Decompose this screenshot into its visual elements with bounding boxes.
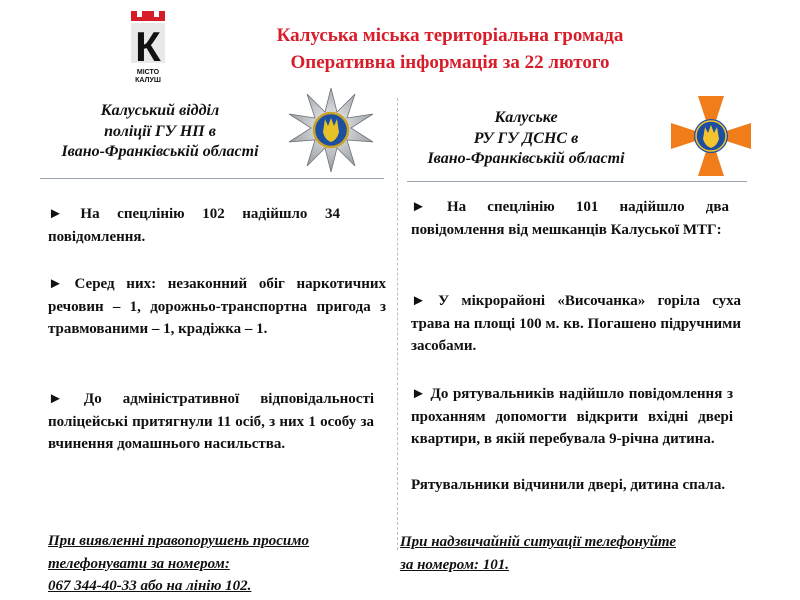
page-title <box>190 22 710 76</box>
dsns-item-3: ► До рятувальників надійшло повідомлення з проханням допомогти відкрити вхідні двері квартири, в якій перебувала 9-річна дитина. <box>411 386 733 448</box>
logo-caption-line1: МІСТО <box>136 69 160 76</box>
left-heading-divider <box>40 178 384 179</box>
police-footer-line-2: телефонувати за номером: <box>48 555 230 572</box>
dsns-heading-line-3: Івано-Франківській області <box>427 150 625 167</box>
dsns-heading-line-1: Калуське <box>494 109 558 126</box>
police-footer-line-1: При виявленні правопорушень просимо <box>48 533 310 549</box>
police-heading <box>40 101 280 163</box>
police-item-3: ► До адміністративної відповідальності поліцейські притягнули 11 осіб, з них 1 особу за вчинення домашнього насильства. <box>48 391 374 453</box>
police-heading-line-1: Калуський відділ <box>100 102 220 119</box>
logo-letter: К <box>135 23 161 70</box>
police-heading-line-2: поліції ГУ НП в <box>104 122 216 140</box>
title-line-1: Калуська міська територіальна громада <box>276 25 624 46</box>
dsns-heading-line-2: РУ ГУ ДСНС в <box>473 129 579 147</box>
right-heading-divider <box>407 181 747 182</box>
police-star-emblem-icon <box>287 86 375 174</box>
dsns-footer <box>400 531 740 576</box>
column-divider <box>397 98 398 550</box>
police-footer <box>48 530 388 598</box>
dsns-heading <box>395 108 657 170</box>
dsns-item-1: ► На спецлінію 101 надійшло два повідомлення від мешканців Калуської МТГ: <box>411 199 729 238</box>
police-item-2: ► Серед них: незаконний обіг наркотичних речовин – 1, дорожньо-транспортна пригода з травмованими – 1, крадіжка – 1. <box>48 276 386 338</box>
police-footer-line-3: 067 344-40-33 або на лінію 102. <box>48 578 252 595</box>
dsns-cross-emblem-icon <box>668 93 754 179</box>
city-logo <box>128 8 168 88</box>
dsns-item-4: Рятувальники відчинили двері, дитина спала. <box>411 477 726 493</box>
dsns-footer-line-2: за номером: 101. <box>400 556 509 573</box>
police-heading-line-3: Івано-Франківській області <box>61 143 259 160</box>
title-line-2: Оперативна інформація за 22 лютого <box>290 52 610 73</box>
dsns-item-2: ► У мікрорайоні «Височанка» горіла суха трава на площі 100 м. кв. Погашено підручними засобами. <box>411 293 741 355</box>
police-item-1: ► На спецлінію 102 надійшло 34 повідомлення. <box>48 206 340 245</box>
dsns-footer-line-1: При надзвичайній ситуації телефонуйте <box>400 534 677 550</box>
logo-caption-line2: КАЛУШ <box>135 77 161 84</box>
